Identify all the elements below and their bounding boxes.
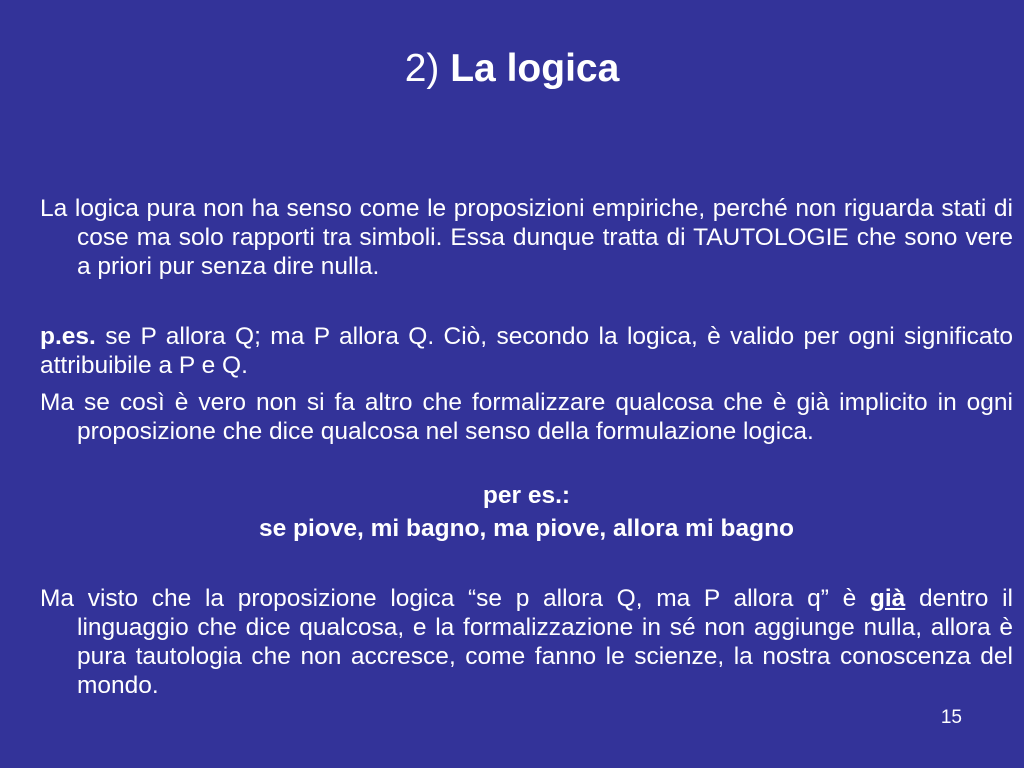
example-lead: p.es. (40, 323, 96, 350)
conclusion-emphasis: già (869, 585, 906, 612)
example-intro-text: se P allora Q; ma P allora Q. Ciò, secondo la logica, è valido per ogni significato attribuibile a P e Q. (40, 323, 1013, 379)
slide-title (0, 44, 1024, 94)
paragraph-formalization: Ma se così è vero non si fa altro che formalizzare qualcosa che è già implicito in ogni proposizione che dice qualcosa nel senso della formulazione logica. (40, 389, 1013, 445)
conclusion-text-after: dentro il linguaggio che dice qualcosa, e la formalizzazione in sé non aggiunge nulla, allora è pura tautologia che non accresce, come fanno le scienze, la nostra conoscenza del mondo. (77, 585, 1014, 699)
paragraph-conclusion (40, 584, 1013, 700)
example-sentence: se piove, mi bagno, ma piove, allora mi bagno (258, 515, 795, 542)
paragraph-logic-definition: La logica pura non ha senso come le proposizioni empiriche, perché non riguarda stati di cose ma solo rapporti tra simboli. Essa dunque tratta di TAUTOLOGIE che sono vere a priori pur senza dire nulla. (40, 195, 1013, 280)
conclusion-text-before: Ma visto che la proposizione logica “se p allora Q, ma P allora q” è (40, 585, 870, 612)
example-label: per es.: (482, 482, 571, 509)
paragraph-example-intro (40, 322, 1013, 380)
title-word: La logica (450, 47, 620, 90)
title-number: 2) (404, 47, 440, 90)
page-number: 15 (940, 707, 962, 728)
